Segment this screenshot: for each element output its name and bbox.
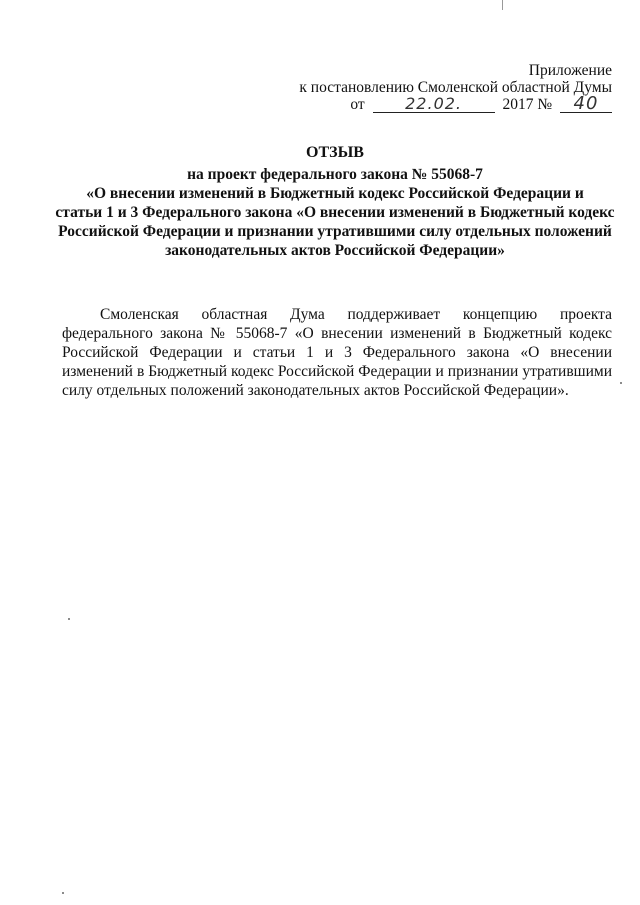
appendix-header: [299, 62, 612, 113]
appendix-resolution: к постановлению Смоленской областной Думы: [299, 79, 612, 96]
appendix-label: Приложение: [528, 62, 612, 79]
scan-mark: [502, 0, 503, 10]
appendix-date-line: [299, 93, 612, 114]
title-law-name-4: законодательных актов Российской Федерации»: [165, 242, 505, 259]
scan-speck: [62, 892, 64, 894]
document-title: [40, 143, 630, 260]
scan-speck: [68, 618, 70, 620]
title-law-name-2: статьи 1 и 3 Федерального закона «О внесении изменений в Бюджетный кодекс: [55, 204, 615, 221]
title-law-name-3: Российской Федерации и признании утратившими силу отдельных положений: [58, 223, 612, 240]
title-heading: ОТЗЫВ: [306, 144, 364, 161]
handwritten-number: 40: [560, 96, 612, 113]
scan-speck: [620, 382, 622, 384]
title-subject: на проект федерального закона № 55068-7: [187, 166, 483, 183]
title-law-name-1: «О внесении изменений в Бюджетный кодекс Российской Федерации и: [86, 185, 584, 202]
date-prefix: от: [350, 96, 365, 113]
body-paragraph: Смоленская областная Дума поддерживает концепцию проекта федерального закона № 55068-7 «О внесении изменений в Бюджетный кодекс Российской Федерации и статьи 1 и 3 Федерального закона «О внесении изменений в Бюджетный кодекс Российской Федерации и признании утратившими силу отдельных положений законодательных актов Российской Федерации».: [62, 305, 612, 399]
handwritten-date: 22.02.: [373, 96, 495, 113]
year-number-label: 2017 №: [502, 96, 553, 113]
